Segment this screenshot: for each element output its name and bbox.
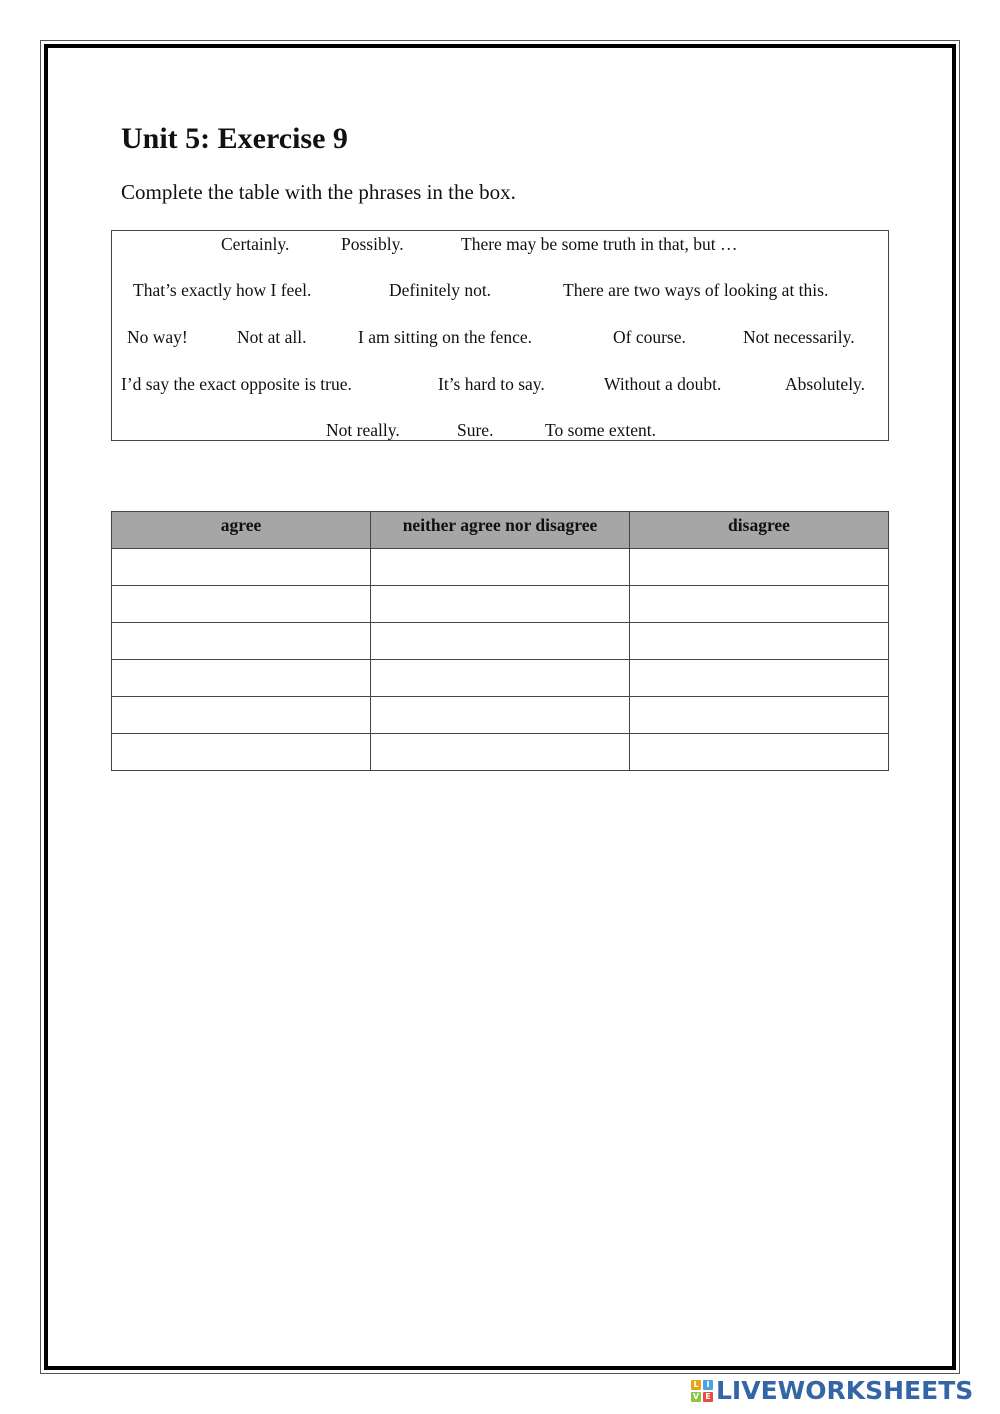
phrase-item: Without a doubt.: [604, 374, 722, 394]
phrase-item: To some extent.: [545, 420, 657, 440]
phrase-item: It’s hard to say.: [438, 374, 545, 394]
phrase-item: Definitely not.: [389, 280, 492, 300]
worksheet-instruction: Complete the table with the phrases in the box.: [121, 180, 516, 204]
logo-tile-i: I: [703, 1380, 713, 1390]
phrase-row-5: [112, 417, 888, 443]
answer-table: [111, 511, 889, 771]
table-row: [112, 549, 889, 586]
phrase-item: Certainly.: [221, 234, 290, 254]
phrase-row-2: [112, 277, 888, 303]
logo-tile-l: L: [691, 1380, 701, 1390]
phrase-item: Sure.: [457, 420, 494, 440]
table-row: [112, 586, 889, 623]
phrase-item: Not really.: [326, 420, 400, 440]
liveworksheets-brand-text: LIVEWORKSHEETS: [716, 1376, 974, 1405]
table-row: [112, 660, 889, 697]
answer-cell-neither[interactable]: [371, 586, 630, 623]
answer-cell-neither[interactable]: [371, 623, 630, 660]
phrase-box: [111, 230, 889, 441]
answer-cell-disagree[interactable]: [630, 734, 889, 771]
phrase-item: Possibly.: [341, 234, 404, 254]
phrase-row-3: [112, 324, 888, 350]
phrase-item: There are two ways of looking at this.: [563, 280, 829, 300]
phrase-item: No way!: [127, 327, 188, 347]
column-header-disagree: disagree: [630, 512, 889, 549]
phrase-item: Of course.: [613, 327, 686, 347]
phrase-item: Absolutely.: [785, 374, 866, 394]
phrase-item: That’s exactly how I feel.: [133, 280, 312, 300]
phrase-item: Not necessarily.: [743, 327, 855, 347]
logo-tile-v: V: [692, 1392, 700, 1401]
column-header-agree: agree: [112, 512, 371, 549]
answer-cell-neither[interactable]: [371, 660, 630, 697]
phrase-item: Not at all.: [237, 327, 307, 347]
table-row: [112, 623, 889, 660]
answer-cell-agree[interactable]: [112, 586, 371, 623]
answer-cell-agree[interactable]: [112, 697, 371, 734]
answer-cell-agree[interactable]: [112, 549, 371, 586]
answer-cell-agree[interactable]: [112, 734, 371, 771]
answer-cell-agree[interactable]: [112, 623, 371, 660]
liveworksheets-logo-icon: [691, 1380, 713, 1402]
answer-cell-neither[interactable]: [371, 549, 630, 586]
logo-tile-e: E: [703, 1392, 713, 1402]
answer-table-header-row: [112, 512, 889, 549]
phrase-item: I’d say the exact opposite is true.: [121, 374, 352, 394]
answer-cell-disagree[interactable]: [630, 586, 889, 623]
table-row: [112, 734, 889, 771]
liveworksheets-logo: [691, 1377, 973, 1405]
answer-cell-disagree[interactable]: [630, 697, 889, 734]
answer-cell-neither[interactable]: [371, 697, 630, 734]
answer-cell-neither[interactable]: [371, 734, 630, 771]
phrase-item: I am sitting on the fence.: [358, 327, 532, 347]
column-header-neither: neither agree nor disagree: [371, 512, 630, 549]
answer-cell-disagree[interactable]: [630, 660, 889, 697]
answer-cell-agree[interactable]: [112, 660, 371, 697]
worksheet-title: Unit 5: Exercise 9: [121, 122, 348, 155]
answer-cell-disagree[interactable]: [630, 623, 889, 660]
phrase-row-1: [112, 231, 888, 257]
table-row: [112, 697, 889, 734]
phrase-item: There may be some truth in that, but …: [461, 234, 738, 254]
phrase-row-4: [112, 371, 888, 397]
answer-cell-disagree[interactable]: [630, 549, 889, 586]
